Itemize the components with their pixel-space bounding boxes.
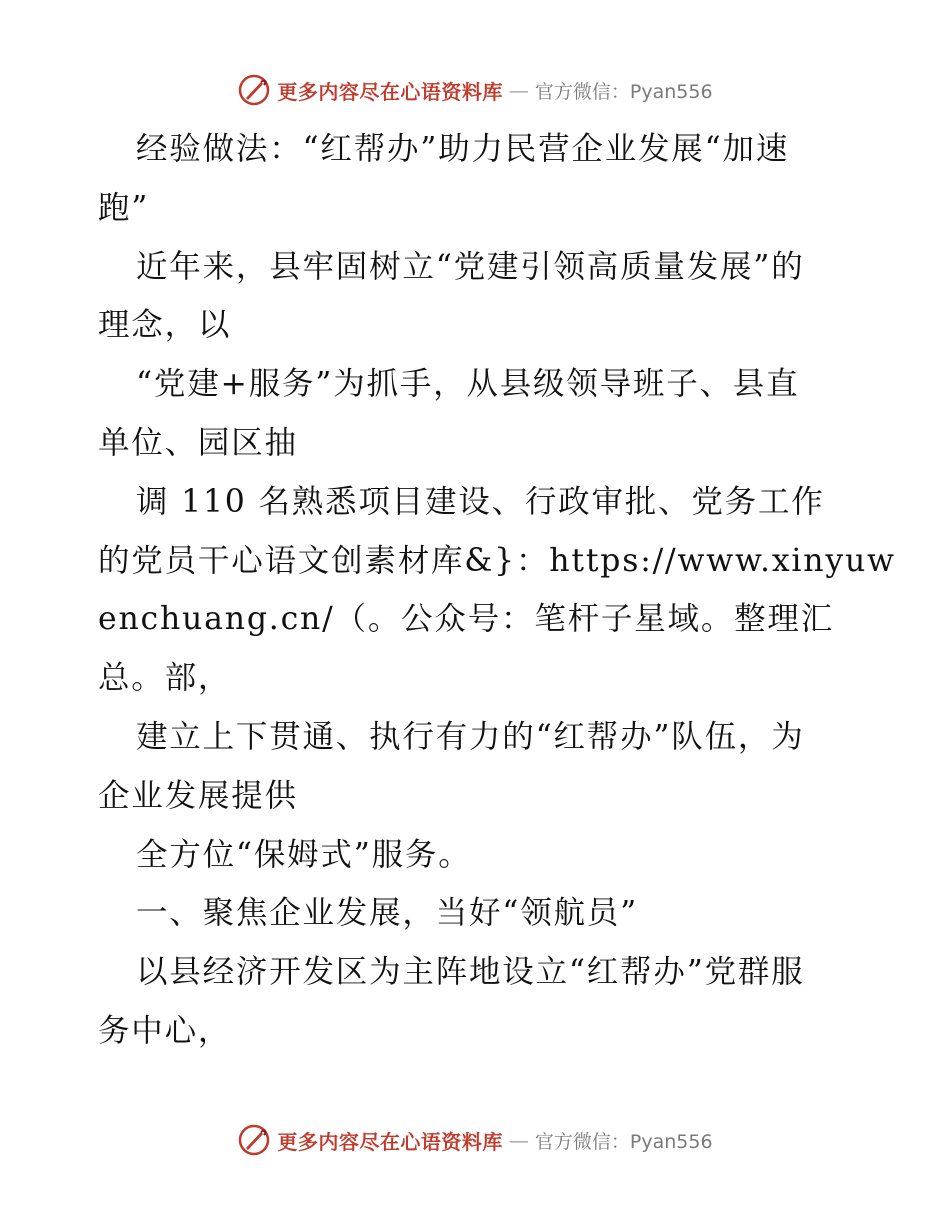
quill-pen-logo-icon: [237, 73, 271, 107]
paragraph-line: 的党员干心语文创素材库&}：https://www.xinyuw: [98, 542, 896, 579]
paragraph-line: 理念，以: [98, 307, 232, 344]
paragraph-line: 经验做法：“红帮办”助力民营企业发展“加速: [136, 131, 790, 167]
document-body: [98, 120, 896, 1061]
watermark-separator: —: [508, 78, 529, 102]
paragraph-line: 调 110 名熟悉项目建设、行政审批、党务工作: [136, 483, 825, 520]
paragraph-line: 一、聚焦企业发展，当好“领航员”: [136, 895, 639, 932]
watermark-wechat-text: 官方微信：Pyan556: [534, 1130, 713, 1153]
paragraph-line: “党建+服务”为抓手，从县级领导班子、县直: [136, 366, 800, 403]
watermark-wechat-text: 官方微信：Pyan556: [534, 80, 713, 103]
header-watermark: [0, 70, 950, 110]
watermark-main-text: 更多内容尽在心语资料库: [277, 79, 503, 104]
watermark-main-text: 更多内容尽在心语资料库: [277, 1129, 503, 1154]
watermark-separator: —: [508, 1128, 529, 1152]
paragraph-line: 跑”: [98, 189, 150, 226]
paragraph-line: 务中心，: [98, 1012, 232, 1049]
quill-pen-logo-icon: [237, 1123, 271, 1157]
paragraph-line: 建立上下贯通、执行有力的“红帮办”队伍，为: [136, 718, 805, 755]
footer-watermark: [0, 1120, 950, 1160]
paragraph-line: 近年来，县牢固树立“党建引领高质量发展”的: [136, 248, 805, 285]
paragraph-line: 企业发展提供: [98, 777, 298, 814]
paragraph-line: 全方位“保姆式”服务。: [136, 836, 472, 873]
paragraph-line: 以县经济开发区为主阵地设立“红帮办”党群服: [136, 954, 805, 991]
paragraph-line: 单位、园区抽: [98, 424, 298, 461]
paragraph-line: 总。部，: [98, 660, 232, 697]
paragraph-line: enchuang.cn/（。公众号：笔杆子星域。整理汇: [98, 601, 835, 638]
